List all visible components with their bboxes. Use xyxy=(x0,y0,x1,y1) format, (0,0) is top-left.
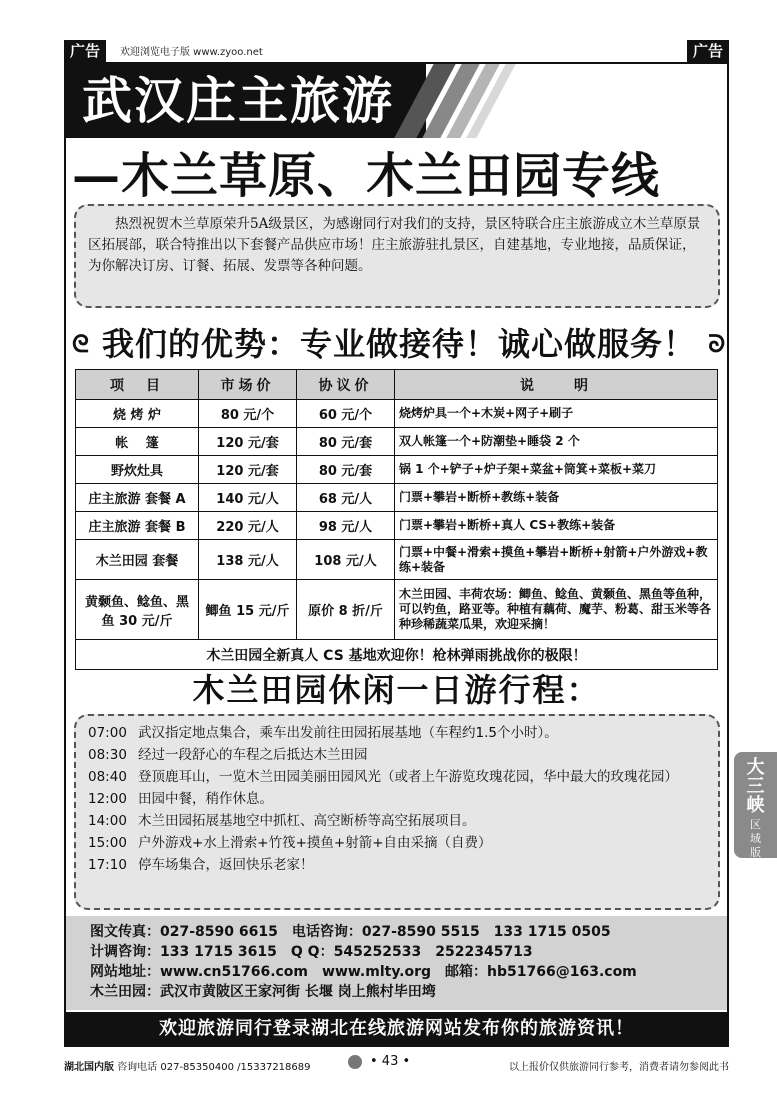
list-item xyxy=(88,744,706,766)
description-cell: 门票+中餐+滑索+摸鱼+攀岩+断桥+射箭+户外游戏+教练+装备 xyxy=(395,540,718,580)
table-row xyxy=(76,512,718,540)
itinerary-text: 木兰田园拓展基地空中抓杠、高空断桥等高空拓展项目。 xyxy=(138,813,476,829)
itinerary-text: 经过一段舒心的车程之后抵达木兰田园 xyxy=(138,747,368,763)
deal-price-cell: 60 元/个 xyxy=(297,400,395,428)
column-header: 市场价 xyxy=(199,370,297,400)
contact-row xyxy=(90,942,703,962)
description-cell: 双人帐篷一个+防潮垫+睡袋 2 个 xyxy=(395,428,718,456)
column-header: 说 明 xyxy=(395,370,718,400)
market-price-cell: 鲫鱼 15 元/斤 xyxy=(199,580,297,640)
itinerary-time: 14:00 xyxy=(88,813,127,829)
item-cell: 帐 篷 xyxy=(76,428,199,456)
list-item xyxy=(88,832,706,854)
curl-ornament-icon: ᘓ xyxy=(72,330,90,358)
page-number-group xyxy=(348,1054,410,1069)
item-cell: 黄颡鱼、鲶鱼、黑鱼 30 元/斤 xyxy=(76,580,199,640)
column-header: 协议价 xyxy=(297,370,395,400)
price-table xyxy=(75,369,718,670)
fax-line: 图文传真：027-8590 6615 xyxy=(90,924,278,940)
edition-label: 湖北国内版 xyxy=(64,1062,114,1073)
itinerary-time: 17:10 xyxy=(88,857,127,873)
qq-line: Q Q：545252533 2522345713 xyxy=(290,944,533,960)
deal-price-cell: 80 元/套 xyxy=(297,456,395,484)
market-price-cell: 220 元/人 xyxy=(199,512,297,540)
welcome-text: 欢迎浏览电子版 www.zyoo.net xyxy=(120,47,263,58)
ad-label-left: 广告 xyxy=(64,40,106,62)
itinerary-time: 08:40 xyxy=(88,769,127,785)
page-number: • 43 • xyxy=(370,1054,411,1069)
side-tab-sub: 区 域 版 xyxy=(750,818,761,859)
table-row xyxy=(76,540,718,580)
market-price-cell: 138 元/人 xyxy=(199,540,297,580)
dispatch-line: 计调咨询：133 1715 3615 xyxy=(90,944,277,960)
disclaimer: 以上报价仅供旅游同行参考，消费者请勿参阅此书 xyxy=(509,1062,729,1073)
intro-text: 热烈祝贺木兰草原荣升5A级景区，为感谢同行对我们的支持，景区特联合庄主旅游成立木兰草原景区拓展部，联合特推出以下套餐产品供应市场！庄主旅游驻扎景区，自建基地，专业地接，品质保证，为你解决订房、订餐、拓展、发票等各种问题。 xyxy=(74,204,720,308)
ad-label-right: 广告 xyxy=(687,40,729,62)
itinerary-text: 田园中餐，稍作休息。 xyxy=(138,791,273,807)
item-cell: 野炊灶具 xyxy=(76,456,199,484)
item-cell: 木兰田园 套餐 xyxy=(76,540,199,580)
itinerary-text: 户外游戏+水上滑索+竹筏+摸鱼+射箭+自由采摘（自费） xyxy=(138,835,492,851)
side-tab-name: 大 三 峡 xyxy=(746,757,765,816)
list-item xyxy=(88,810,706,832)
description-cell: 烧烤炉具一个+木炭+网子+刷子 xyxy=(395,400,718,428)
deal-price-cell: 108 元/人 xyxy=(297,540,395,580)
brand-title: 武汉庄主旅游 xyxy=(82,71,394,130)
column-header: 项 目 xyxy=(76,370,199,400)
table-row xyxy=(76,484,718,512)
itinerary-box xyxy=(74,714,720,910)
description-cell: 门票+攀岩+断桥+真人 CS+教练+装备 xyxy=(395,512,718,540)
description-cell: 锅 1 个+铲子+炉子架+菜盆+筒箕+菜板+菜刀 xyxy=(395,456,718,484)
deal-price-cell: 80 元/套 xyxy=(297,428,395,456)
table-row xyxy=(76,580,718,640)
itinerary-time: 12:00 xyxy=(88,791,127,807)
description-cell: 木兰田园、丰荷农场：鲫鱼、鲶鱼、黄颡鱼、黑鱼等鱼种，可以钓鱼，路亚等。种植有藕荷、魔芋、粉葛、甜玉米等各种珍稀蔬菜瓜果，欢迎采摘！ xyxy=(395,580,718,640)
email-line: 邮箱：hb51766@163.com xyxy=(445,964,637,980)
itinerary-text: 登顶鹿耳山，一览木兰田园美丽田园风光（或者上午游览玫瑰花园，华中最大的玫瑰花园） xyxy=(138,769,678,785)
market-price-cell: 140 元/人 xyxy=(199,484,297,512)
phone-line: 电话咨询：027-8590 5515 133 1715 0505 xyxy=(291,924,611,940)
deal-price-cell: 原价 8 折/斤 xyxy=(297,580,395,640)
top-bar xyxy=(64,40,729,62)
itinerary-time: 15:00 xyxy=(88,835,127,851)
table-row xyxy=(76,456,718,484)
website-line: 网站地址：www.cn51766.com www.mlty.org xyxy=(90,964,432,980)
itinerary-time: 08:30 xyxy=(88,747,127,763)
slogan-text: 我们的优势：专业做接待！诚心做服务！ xyxy=(102,325,697,363)
item-cell: 烧 烤 炉 xyxy=(76,400,199,428)
headline: —木兰草原、木兰田园专线 xyxy=(72,148,661,204)
itinerary-text: 武汉指定地点集合，乘车出发前往田园拓展基地（车程约1.5个小时）。 xyxy=(138,725,558,741)
market-price-cell: 80 元/个 xyxy=(199,400,297,428)
footer-banner: 欢迎旅游同行登录湖北在线旅游网站发布你的旅游资讯！ xyxy=(66,1012,727,1045)
address-line: 木兰田园：武汉市黄陂区王家河街 长堰 岗上熊村毕田塆 xyxy=(90,984,436,1000)
table-row xyxy=(76,428,718,456)
table-header-row xyxy=(76,370,718,400)
side-tab[interactable] xyxy=(734,752,777,858)
table-footer-row xyxy=(76,640,718,670)
description-cell: 门票+攀岩+断桥+教练+装备 xyxy=(395,484,718,512)
table-row xyxy=(76,400,718,428)
hotline: 咨询电话 027-85350400 /15337218689 xyxy=(117,1062,311,1073)
market-price-cell: 120 元/套 xyxy=(199,428,297,456)
contact-row xyxy=(90,982,703,1002)
itinerary-time: 07:00 xyxy=(88,725,127,741)
deal-price-cell: 68 元/人 xyxy=(297,484,395,512)
table-footer-note: 木兰田园全新真人 CS 基地欢迎你！枪林弹雨挑战你的极限！ xyxy=(76,640,718,670)
itinerary-text: 停车场集合，返回快乐老家！ xyxy=(138,857,314,873)
footer-edition xyxy=(64,1058,311,1073)
contact-box xyxy=(66,916,727,1010)
list-item xyxy=(88,788,706,810)
market-price-cell: 120 元/套 xyxy=(199,456,297,484)
list-item xyxy=(88,854,706,876)
page-badge-icon xyxy=(348,1055,362,1069)
curl-ornament-icon: ᘐ xyxy=(708,330,727,358)
list-item xyxy=(88,766,706,788)
list-item xyxy=(88,722,706,744)
slogan xyxy=(72,322,727,363)
item-cell: 庄主旅游 套餐 A xyxy=(76,484,199,512)
deal-price-cell: 98 元/人 xyxy=(297,512,395,540)
item-cell: 庄主旅游 套餐 B xyxy=(76,512,199,540)
contact-row xyxy=(90,922,703,942)
page-footer xyxy=(64,1054,729,1072)
tour-title: 木兰田园休闲一日游行程： xyxy=(192,671,601,709)
contact-row xyxy=(90,962,703,982)
